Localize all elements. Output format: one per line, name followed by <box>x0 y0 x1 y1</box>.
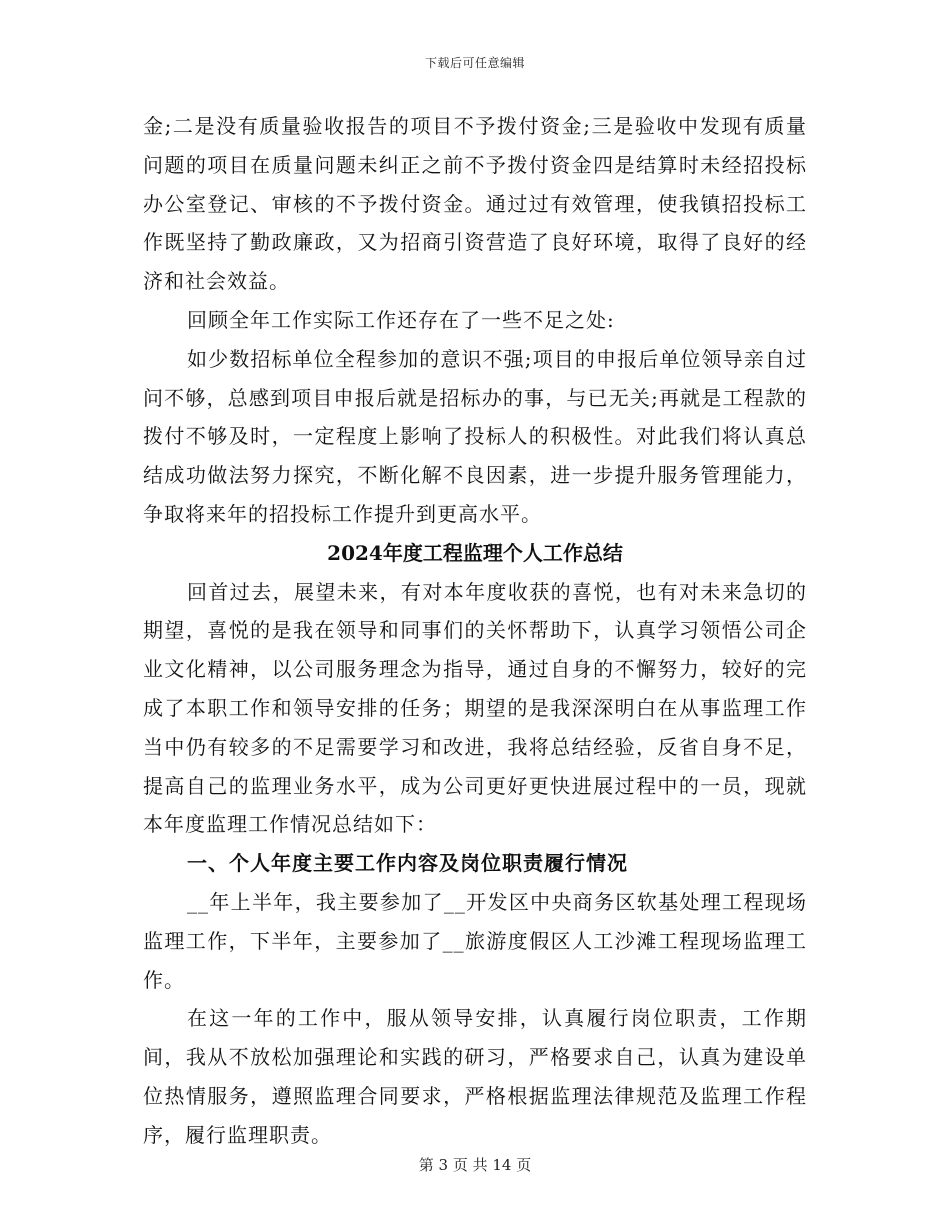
paragraph-shortcomings-intro: 回顾全年工作实际工作还存在了一些不足之处: <box>187 307 615 332</box>
page-header: 下载后可任意编辑 <box>424 56 525 70</box>
paragraph-shortcomings-detail: 如少数招标单位全程参加的意识不强;项目的申报后单位领导亲自过问不够，总感到项目申报后就是招标办的事，与已无关;再就是工程款的拨付不够及时，一定程度上影响了投标人的积极性。对此我们将认真总结成功做法努力探究，不断化解不良因素，进一步提升服务管理能力，争取将来年的招投标工作提升到更高水平。 <box>143 346 807 526</box>
section-heading-1: 一、个人年度主要工作内容及岗位职责履行情况 <box>187 851 628 876</box>
paragraph-continuation: 金;二是没有质量验收报告的项目不予拨付资金;三是验收中发现有质量问题的项目在质量问题未纠正之前不予拨付资金四是结算时未经招投标办公室登记、审核的不予拨付资金。通过过有效管理，使我镇招投标工作既坚持了勤政廉政，又为招商引资营造了良好环境，取得了良好的经济和社会效益。 <box>143 114 807 294</box>
page-number: 第 3 页 共 14 页 <box>418 1156 532 1174</box>
paragraph-work-content: __年上半年，我主要参加了__开发区中央商务区软基处理工程现场监理工作，下半年，主要参加了__旅游度假区人工沙滩工程现场监理工作。 <box>143 889 807 992</box>
document-title: 2024年度工程监理个人工作总结 <box>327 540 623 565</box>
paragraph-duties: 在这一年的工作中，服从领导安排，认真履行岗位职责，工作期间，我从不放松加强理论和实践的研习，严格要求自己，认真为建设单位热情服务，遵照监理合同要求，严格根据监理法律规范及监理工作程序，履行监理职责。 <box>143 1006 807 1147</box>
document-body <box>143 107 807 1155</box>
paragraph-review: 回首过去，展望未来，有对本年度收获的喜悦，也有对未来急切的期望，喜悦的是我在领导和同事们的关怀帮助下，认真学习领悟公司企业文化精神，以公司服务理念为指导，通过自身的不懈努力，较好的完成了本职工作和领导安排的任务；期望的是我深深明白在从事监理工作当中仍有较多的不足需要学习和改进，我将总结经验，反省自身不足，提高自己的监理业务水平，成为公司更好更快进展过程中的一员，现就本年度监理工作情况总结如下： <box>143 579 807 837</box>
